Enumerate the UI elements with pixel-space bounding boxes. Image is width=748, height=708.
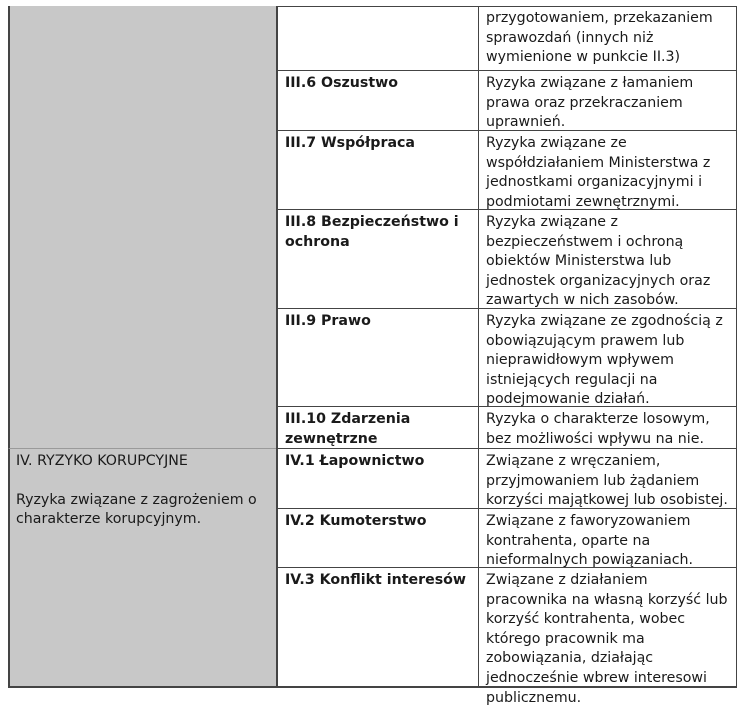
risk-name: III.8 Bezpieczeństwo i ochrona (285, 214, 459, 250)
risk-description: Związane z faworyzowaniem kontrahenta, oparte na nieformalnych powiązaniach. (486, 513, 694, 569)
risk-description: Ryzyka związane z bezpieczeństwem i ochroną obiektów Ministerstwa lub jednostek organizacyjnych oraz zawartych w nich zasobów. (486, 214, 711, 309)
risk-description-cell (478, 449, 737, 509)
risk-name-cell (276, 407, 478, 449)
risk-name-cell (276, 509, 478, 568)
category-cell-iv (8, 449, 278, 688)
risk-name: IV.2 Kumoterstwo (285, 513, 427, 529)
risk-description: Ryzyka o charakterze losowym, bez możliwości wpływu na nie. (486, 411, 710, 447)
risk-name: III.6 Oszustwo (285, 75, 398, 91)
risk-description-cell (478, 407, 737, 449)
risk-description-cell (478, 309, 737, 407)
risk-name: III.9 Prawo (285, 313, 371, 329)
risk-description: Ryzyka związane ze zgodnością z obowiązującym prawem lub nieprawidłowym wpływem istniejących regulacji na podejmowanie działań. (486, 313, 723, 408)
risk-name: III.10 Zdarzenia zewnętrzne (285, 411, 411, 447)
risk-description-cell (478, 568, 737, 706)
risk-description-cell (478, 6, 737, 71)
table-top-border (276, 6, 737, 7)
risk-name: III.7 Współpraca (285, 135, 416, 151)
risk-description: Ryzyka związane z łamaniem prawa oraz przekraczaniem uprawnień. (486, 75, 694, 131)
risk-name: IV.1 Łapownictwo (285, 453, 425, 469)
category-description: Ryzyka związane z zagrożeniem o charakterze korupcyjnym. (16, 491, 257, 528)
risk-description-cell (478, 210, 737, 309)
risk-description: przygotowaniem, przekazaniem sprawozdań (innych niż wymienione w punkcie II.3) (486, 10, 713, 66)
risk-description: Ryzyka związane ze współdziałaniem Ministerstwa z jednostkami organizacyjnymi i podmiotami zewnętrznymi. (486, 135, 711, 210)
risk-name: IV.3 Konflikt interesów (285, 572, 467, 588)
risk-name-cell (276, 568, 478, 688)
risk-name-cell (276, 71, 478, 131)
risk-name-cell (276, 210, 478, 309)
risk-table (8, 6, 737, 706)
risk-description: Związane z działaniem pracownika na własną korzyść lub korzyść kontrahenta, wobec którego pracownik ma zobowiązania, działając jednocześnie wbrew interesowi publicznemu. (486, 572, 728, 706)
risk-name-cell (276, 131, 478, 210)
risk-name-cell (276, 449, 478, 509)
category-cell-iii (8, 6, 278, 449)
risk-description-cell (478, 131, 737, 210)
risk-name-cell (276, 309, 478, 407)
risk-description-cell (478, 509, 737, 568)
risk-description: Związane z wręczaniem, przyjmowaniem lub żądaniem korzyści majątkowej lub osobistej. (486, 453, 728, 509)
category-title: IV. RYZYKO KORUPCYJNE (16, 453, 188, 469)
risk-description-cell (478, 71, 737, 131)
risk-name-cell (276, 6, 478, 71)
